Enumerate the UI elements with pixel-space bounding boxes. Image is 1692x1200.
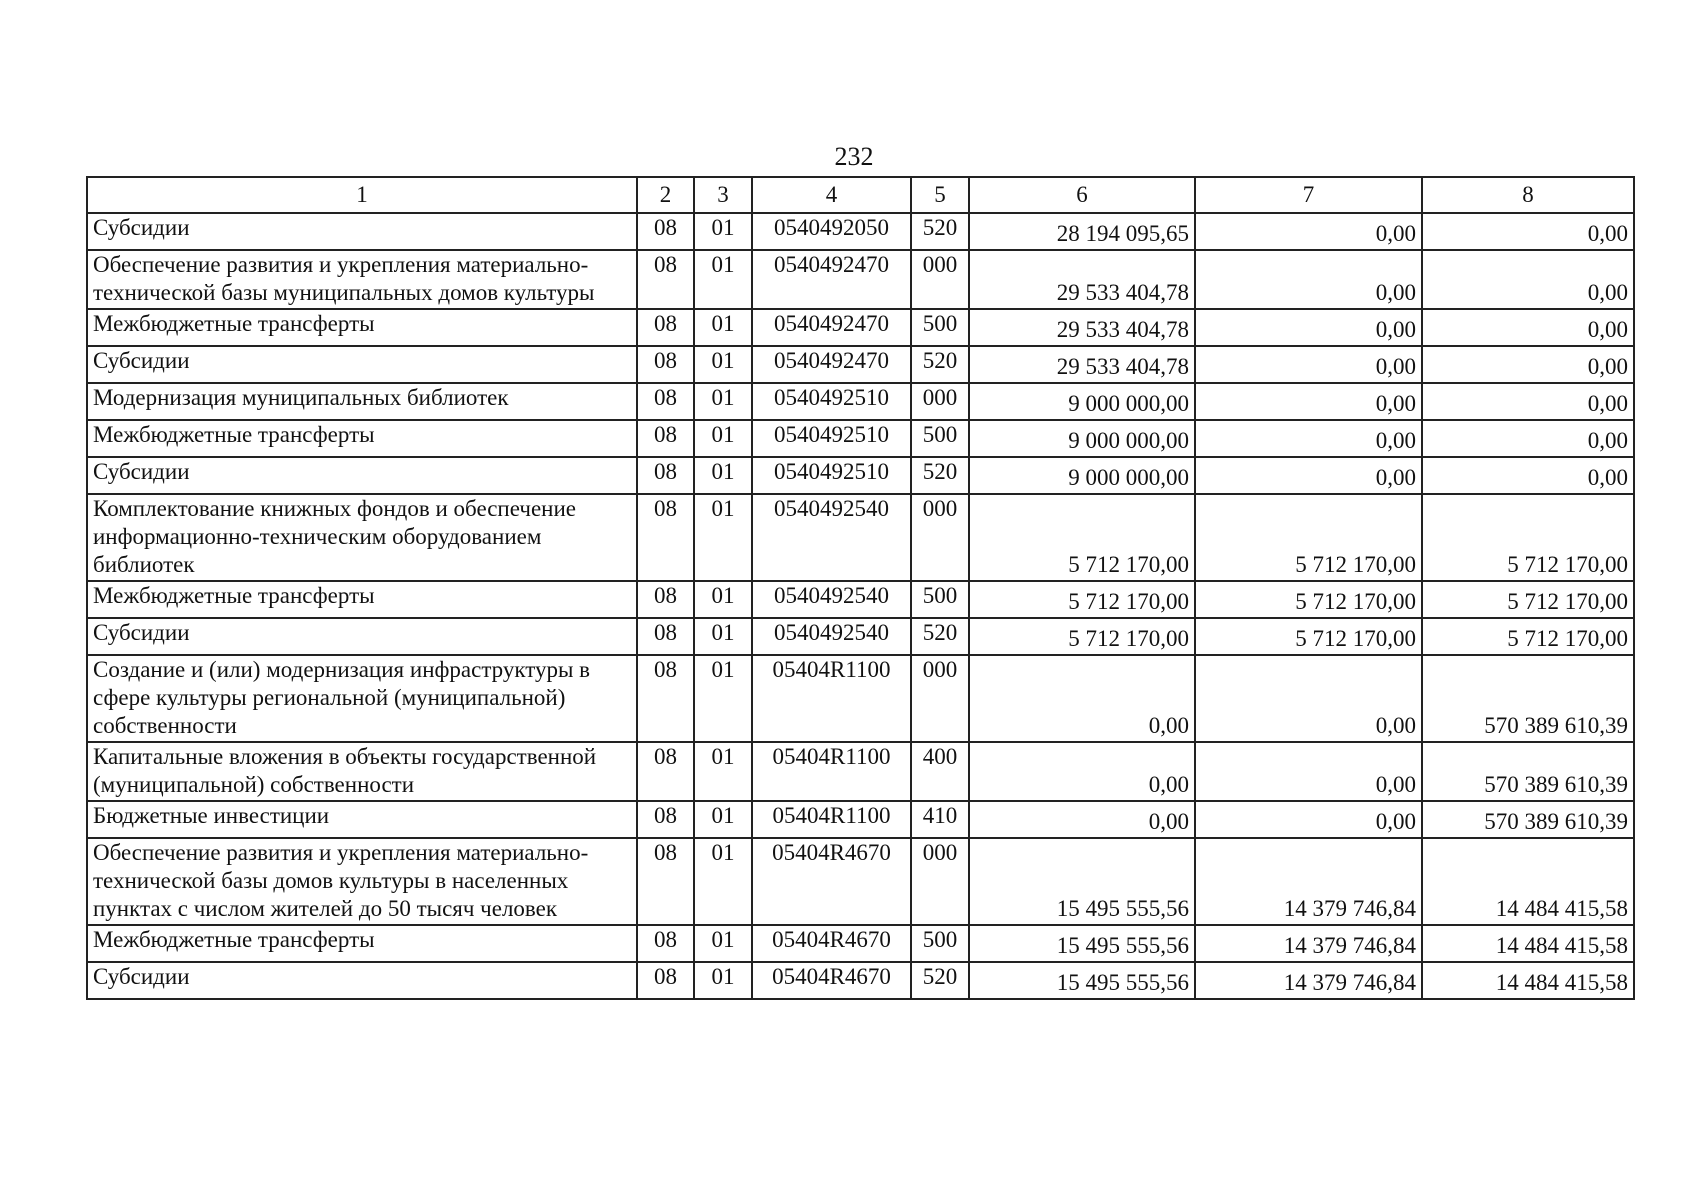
amount-col8-cell: 5 712 170,00: [1422, 618, 1634, 655]
target-item-cell: 0540492540: [752, 581, 911, 618]
amount-col7-cell: 0,00: [1195, 213, 1422, 250]
target-item-cell: 0540492050: [752, 213, 911, 250]
row-name-cell: Модернизация муниципальных библиотек: [87, 383, 637, 420]
amount-col6-cell: 0,00: [969, 655, 1195, 742]
column-header: 6: [969, 177, 1195, 213]
row-name-cell: Межбюджетные трансферты: [87, 581, 637, 618]
section-cell: 08: [637, 457, 694, 494]
amount-col8-cell: 0,00: [1422, 309, 1634, 346]
row-name-cell: Обеспечение развития и укрепления материально-технической базы муниципальных домов культуры: [87, 250, 637, 309]
amount-col6-cell: 5 712 170,00: [969, 581, 1195, 618]
amount-col8-cell: 570 389 610,39: [1422, 655, 1634, 742]
table-row: [87, 213, 1634, 250]
amount-col6-cell: 28 194 095,65: [969, 213, 1195, 250]
row-name-cell: Межбюджетные трансферты: [87, 925, 637, 962]
amount-col6-cell: 15 495 555,56: [969, 962, 1195, 999]
amount-col8-cell: 14 484 415,58: [1422, 838, 1634, 925]
target-item-cell: 05404R1100: [752, 801, 911, 838]
page-number: 232: [834, 142, 874, 171]
column-header: 8: [1422, 177, 1634, 213]
row-name-cell: Обеспечение развития и укрепления материально-технической базы домов культуры в населенных пунктах с числом жителей до 50 тысяч человек: [87, 838, 637, 925]
section-cell: 08: [637, 618, 694, 655]
subsection-cell: 01: [694, 494, 752, 581]
section-cell: 08: [637, 581, 694, 618]
table-body: [87, 213, 1634, 999]
subsection-cell: 01: [694, 383, 752, 420]
column-header: 1: [87, 177, 637, 213]
amount-col8-cell: 14 484 415,58: [1422, 925, 1634, 962]
column-header: 3: [694, 177, 752, 213]
amount-col6-cell: 15 495 555,56: [969, 838, 1195, 925]
amount-col8-cell: 14 484 415,58: [1422, 962, 1634, 999]
amount-col6-cell: 9 000 000,00: [969, 457, 1195, 494]
expense-type-cell: 520: [911, 213, 969, 250]
amount-col6-cell: 29 533 404,78: [969, 309, 1195, 346]
amount-col8-cell: 5 712 170,00: [1422, 494, 1634, 581]
table-row: [87, 925, 1634, 962]
section-cell: 08: [637, 420, 694, 457]
amount-col6-cell: 15 495 555,56: [969, 925, 1195, 962]
column-header: 5: [911, 177, 969, 213]
amount-col8-cell: 0,00: [1422, 346, 1634, 383]
section-cell: 08: [637, 742, 694, 801]
expense-type-cell: 500: [911, 925, 969, 962]
expense-type-cell: 000: [911, 494, 969, 581]
table-row: [87, 581, 1634, 618]
subsection-cell: 01: [694, 309, 752, 346]
amount-col6-cell: 0,00: [969, 742, 1195, 801]
expense-type-cell: 500: [911, 309, 969, 346]
subsection-cell: 01: [694, 801, 752, 838]
row-name-cell: Субсидии: [87, 346, 637, 383]
column-header: 2: [637, 177, 694, 213]
section-cell: 08: [637, 925, 694, 962]
row-name-cell: Создание и (или) модернизация инфраструктуры в сфере культуры региональной (муниципальной) собственности: [87, 655, 637, 742]
expense-type-cell: 520: [911, 618, 969, 655]
amount-col8-cell: 0,00: [1422, 383, 1634, 420]
table-row: [87, 962, 1634, 999]
amount-col7-cell: 0,00: [1195, 801, 1422, 838]
amount-col7-cell: 0,00: [1195, 655, 1422, 742]
section-cell: 08: [637, 250, 694, 309]
section-cell: 08: [637, 801, 694, 838]
amount-col8-cell: 570 389 610,39: [1422, 801, 1634, 838]
amount-col8-cell: 0,00: [1422, 457, 1634, 494]
target-item-cell: 05404R1100: [752, 742, 911, 801]
expense-type-cell: 520: [911, 346, 969, 383]
subsection-cell: 01: [694, 250, 752, 309]
expense-type-cell: 000: [911, 838, 969, 925]
section-cell: 08: [637, 346, 694, 383]
row-name-cell: Субсидии: [87, 962, 637, 999]
subsection-cell: 01: [694, 346, 752, 383]
section-cell: 08: [637, 309, 694, 346]
target-item-cell: 05404R4670: [752, 962, 911, 999]
subsection-cell: 01: [694, 420, 752, 457]
expense-type-cell: 500: [911, 581, 969, 618]
target-item-cell: 0540492510: [752, 420, 911, 457]
target-item-cell: 0540492470: [752, 250, 911, 309]
table-row: [87, 742, 1634, 801]
row-name-cell: Субсидии: [87, 618, 637, 655]
subsection-cell: 01: [694, 742, 752, 801]
amount-col7-cell: 5 712 170,00: [1195, 494, 1422, 581]
subsection-cell: 01: [694, 618, 752, 655]
table-row: [87, 618, 1634, 655]
amount-col8-cell: 0,00: [1422, 250, 1634, 309]
amount-col7-cell: 0,00: [1195, 309, 1422, 346]
target-item-cell: 0540492510: [752, 383, 911, 420]
subsection-cell: 01: [694, 581, 752, 618]
subsection-cell: 01: [694, 213, 752, 250]
expense-type-cell: 520: [911, 457, 969, 494]
expense-type-cell: 500: [911, 420, 969, 457]
section-cell: 08: [637, 383, 694, 420]
table-row: [87, 801, 1634, 838]
amount-col6-cell: 5 712 170,00: [969, 494, 1195, 581]
amount-col7-cell: 0,00: [1195, 457, 1422, 494]
amount-col7-cell: 14 379 746,84: [1195, 925, 1422, 962]
section-cell: 08: [637, 838, 694, 925]
amount-col6-cell: 29 533 404,78: [969, 250, 1195, 309]
header-row: [87, 177, 1634, 213]
target-item-cell: 0540492540: [752, 618, 911, 655]
row-name-cell: Бюджетные инвестиции: [87, 801, 637, 838]
row-name-cell: Субсидии: [87, 457, 637, 494]
target-item-cell: 0540492510: [752, 457, 911, 494]
amount-col6-cell: 0,00: [969, 801, 1195, 838]
target-item-cell: 0540492540: [752, 494, 911, 581]
target-item-cell: 05404R4670: [752, 925, 911, 962]
subsection-cell: 01: [694, 655, 752, 742]
amount-col7-cell: 0,00: [1195, 742, 1422, 801]
amount-col7-cell: 5 712 170,00: [1195, 618, 1422, 655]
table-row: [87, 420, 1634, 457]
table-row: [87, 309, 1634, 346]
table-row: [87, 655, 1634, 742]
expense-type-cell: 410: [911, 801, 969, 838]
amount-col7-cell: 5 712 170,00: [1195, 581, 1422, 618]
section-cell: 08: [637, 962, 694, 999]
subsection-cell: 01: [694, 457, 752, 494]
target-item-cell: 05404R4670: [752, 838, 911, 925]
budget-table: [86, 176, 1635, 1000]
amount-col7-cell: 0,00: [1195, 346, 1422, 383]
section-cell: 08: [637, 213, 694, 250]
section-cell: 08: [637, 494, 694, 581]
table-row: [87, 838, 1634, 925]
subsection-cell: 01: [694, 962, 752, 999]
amount-col7-cell: 0,00: [1195, 420, 1422, 457]
target-item-cell: 0540492470: [752, 346, 911, 383]
target-item-cell: 05404R1100: [752, 655, 911, 742]
amount-col6-cell: 5 712 170,00: [969, 618, 1195, 655]
row-name-cell: Капитальные вложения в объекты государственной (муниципальной) собственности: [87, 742, 637, 801]
amount-col6-cell: 9 000 000,00: [969, 420, 1195, 457]
amount-col7-cell: 14 379 746,84: [1195, 838, 1422, 925]
column-header: 4: [752, 177, 911, 213]
table-row: [87, 383, 1634, 420]
section-cell: 08: [637, 655, 694, 742]
expense-type-cell: 000: [911, 655, 969, 742]
expense-type-cell: 000: [911, 250, 969, 309]
subsection-cell: 01: [694, 838, 752, 925]
subsection-cell: 01: [694, 925, 752, 962]
column-header: 7: [1195, 177, 1422, 213]
table-row: [87, 250, 1634, 309]
amount-col8-cell: 570 389 610,39: [1422, 742, 1634, 801]
amount-col8-cell: 5 712 170,00: [1422, 581, 1634, 618]
table-row: [87, 494, 1634, 581]
expense-type-cell: 400: [911, 742, 969, 801]
row-name-cell: Межбюджетные трансферты: [87, 420, 637, 457]
row-name-cell: Субсидии: [87, 213, 637, 250]
expense-type-cell: 520: [911, 962, 969, 999]
amount-col6-cell: 9 000 000,00: [969, 383, 1195, 420]
amount-col7-cell: 0,00: [1195, 383, 1422, 420]
amount-col6-cell: 29 533 404,78: [969, 346, 1195, 383]
table-row: [87, 457, 1634, 494]
amount-col8-cell: 0,00: [1422, 420, 1634, 457]
amount-col7-cell: 14 379 746,84: [1195, 962, 1422, 999]
target-item-cell: 0540492470: [752, 309, 911, 346]
amount-col7-cell: 0,00: [1195, 250, 1422, 309]
expense-type-cell: 000: [911, 383, 969, 420]
row-name-cell: Комплектование книжных фондов и обеспечение информационно-техническим оборудованием библиотек: [87, 494, 637, 581]
row-name-cell: Межбюджетные трансферты: [87, 309, 637, 346]
amount-col8-cell: 0,00: [1422, 213, 1634, 250]
table-row: [87, 346, 1634, 383]
